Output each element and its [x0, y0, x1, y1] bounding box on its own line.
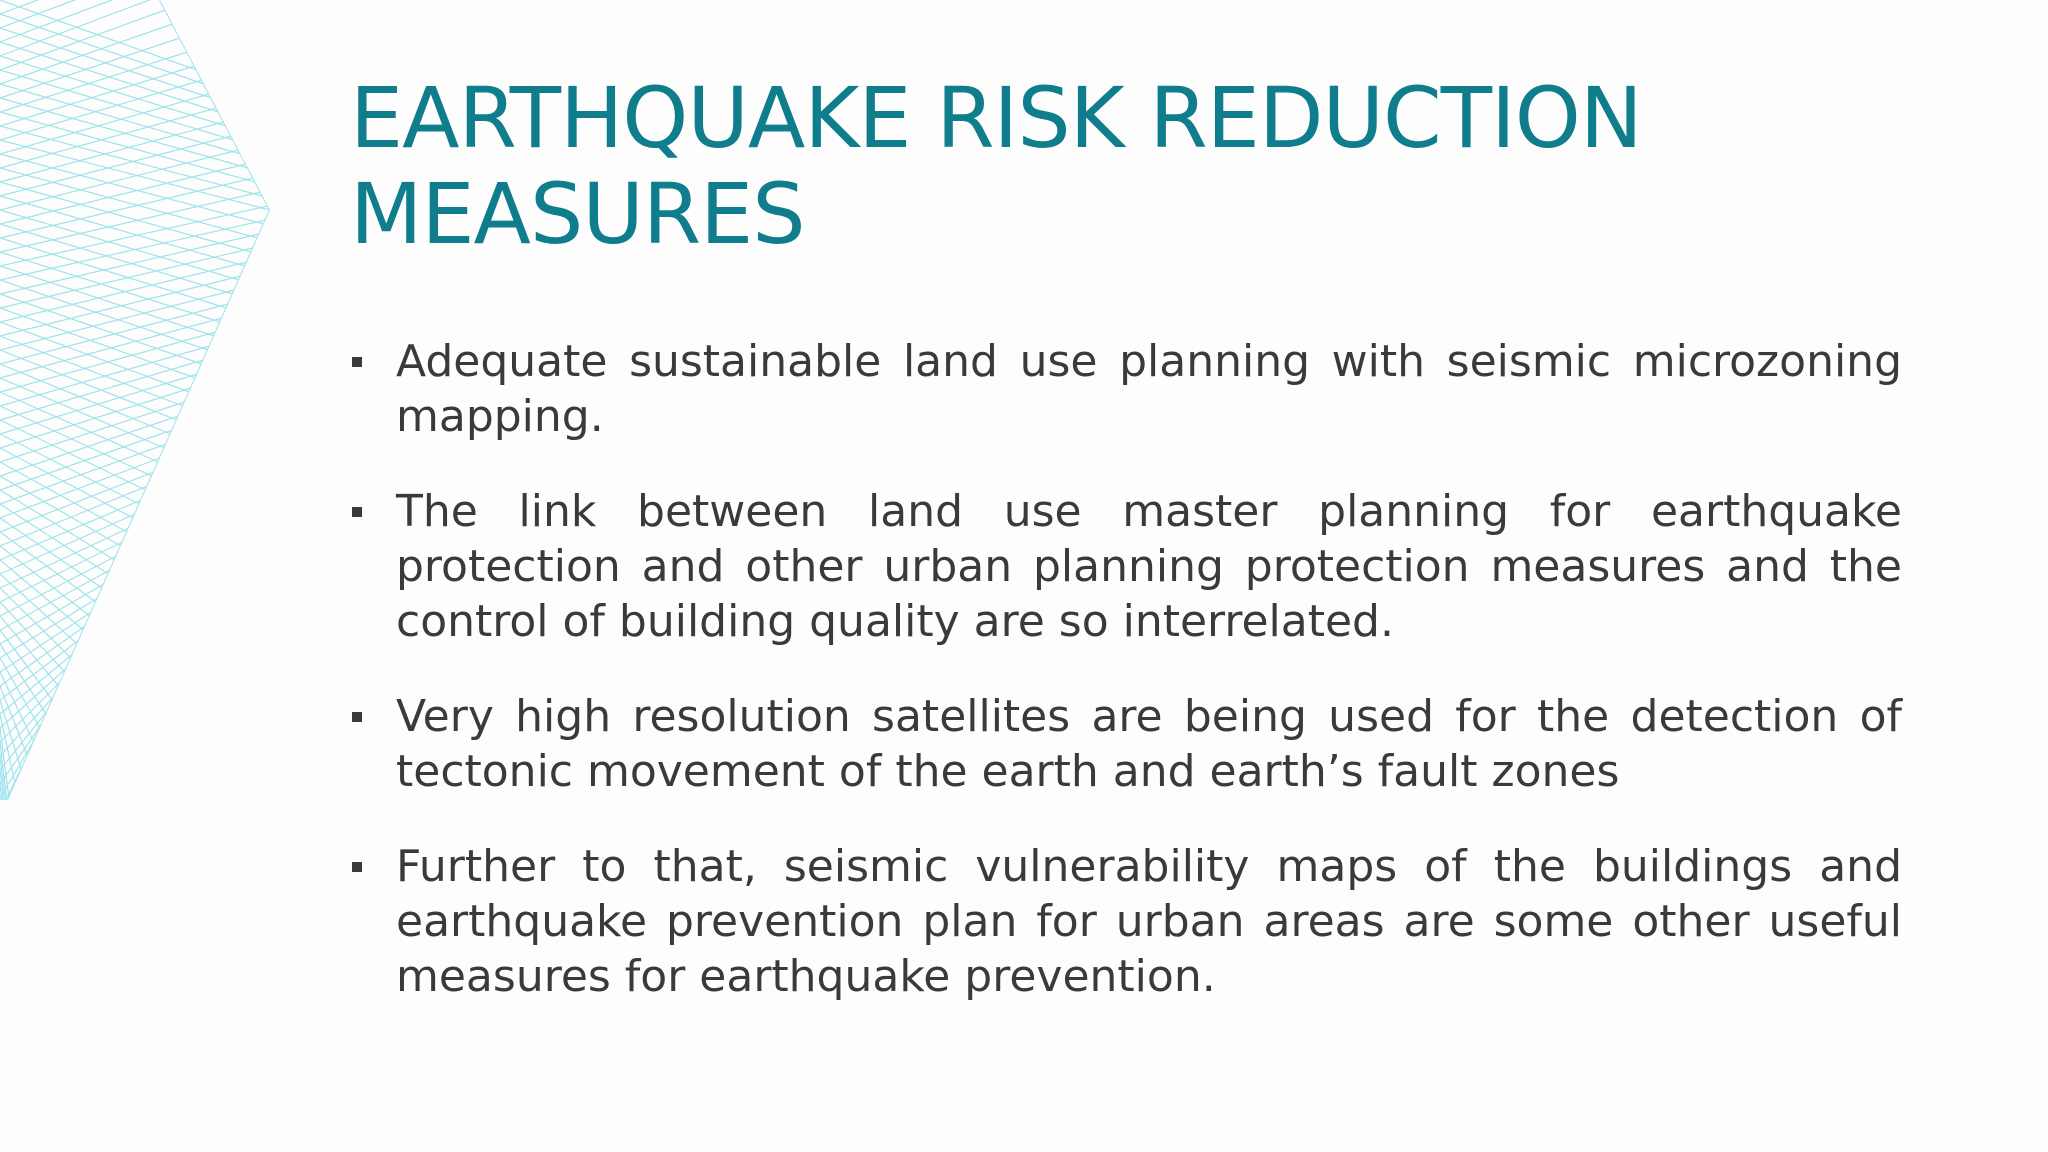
title-line-1: EARTHQUAKE RISK REDUCTION [350, 69, 1642, 167]
bullet-text-1: Adequate sustainable land use planning with seismic microzoning mapping. [396, 336, 1902, 442]
bullet-text-2: The link between land use master planning for earthquake protection and other urban planning protection measures and the control of building quality are so interrelated. [396, 486, 1902, 647]
bullet-item-1 [350, 334, 1902, 444]
title-line-2: MEASURES [350, 165, 805, 263]
bullet-list [350, 334, 1902, 1044]
bullet-item-4 [350, 839, 1902, 1004]
square-bullet-icon [352, 862, 362, 872]
square-bullet-icon [352, 712, 362, 722]
slide-title [350, 70, 1950, 262]
bullet-item-3 [350, 689, 1902, 799]
bullet-item-2 [350, 484, 1902, 649]
wireframe-mesh-graphic [0, 0, 290, 800]
square-bullet-icon [352, 507, 362, 517]
bullet-text-3: Very high resolution satellites are being used for the detection of tectonic movement of the earth and earth’s fault zones [396, 691, 1902, 797]
bullet-text-4: Further to that, seismic vulnerability maps of the buildings and earthquake prevention plan for urban areas are some other useful measures for earthquake prevention. [396, 841, 1902, 1002]
square-bullet-icon [352, 357, 362, 367]
